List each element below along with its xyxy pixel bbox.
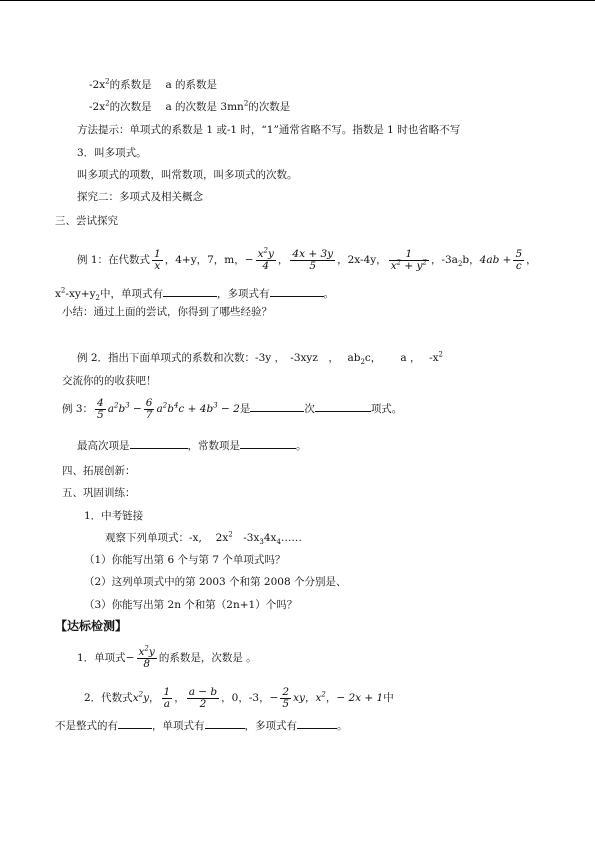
fraction (152, 249, 163, 272)
fraction (290, 249, 335, 272)
section-three-heading: 三、尝试探究 (55, 215, 118, 227)
numerator: 1 (154, 247, 161, 260)
explore-two-heading: 探究二：多项式及相关概念 (77, 191, 203, 203)
text: ，4+y，7，m， (164, 254, 245, 266)
summary-line: 小结：通过上面的尝试，你得到了哪些经验？ (62, 306, 272, 318)
sub: 2 (95, 294, 100, 303)
numerator: 5 (515, 247, 523, 260)
numerator: a − b (188, 685, 218, 698)
text: 的次数是 a 的次数是 3mn (109, 101, 244, 113)
sub: 4 (276, 538, 281, 547)
var: x (257, 247, 264, 260)
example-three-followup (77, 438, 307, 453)
fraction (187, 687, 219, 710)
fraction (144, 398, 155, 421)
var: x (132, 692, 139, 704)
non-integral-blank[interactable] (118, 718, 152, 729)
monomial-blank[interactable] (163, 286, 217, 297)
exp: 3 (213, 401, 218, 410)
exp: 3 (125, 401, 130, 410)
exp: 2 (113, 401, 119, 410)
exp: 2 (243, 99, 249, 108)
assessment-heading: 【达标检测】 (55, 619, 128, 633)
exam-link-heading: 1．中考链接 (84, 510, 144, 522)
fraction (95, 398, 106, 421)
fraction (137, 644, 157, 670)
expression (315, 692, 325, 704)
text: 例 2．指出下面单项式的系数和次数：-3y ， -3xyz ， ab (77, 352, 361, 364)
question-one: （1）你能写出第 6 个与第 7 个单项式吗？ (84, 554, 286, 566)
fraction (162, 687, 173, 710)
exp: 2 (105, 99, 110, 108)
test-question-one (77, 643, 257, 673)
exp: 2 (138, 690, 144, 699)
comma: ， (304, 692, 316, 704)
exp: 2 (321, 690, 326, 699)
numerator: 6 (145, 396, 153, 409)
text: b， (462, 254, 480, 266)
polynomial-blank[interactable] (270, 286, 324, 297)
expression: 4ab + (479, 254, 512, 266)
exp: 2 (162, 401, 168, 410)
highest-term-blank[interactable] (130, 438, 188, 449)
comma: ， (325, 692, 337, 704)
minus-sign: − (269, 692, 279, 704)
comma: ， (526, 254, 537, 266)
sub: 2 (457, 260, 463, 269)
numerator (137, 644, 157, 659)
text: 4x (263, 532, 277, 544)
term: -2x (89, 79, 106, 91)
denominator: c (515, 259, 522, 272)
numerator: 2 (282, 685, 290, 698)
denominator: 8 (143, 657, 150, 670)
exp: 2 (144, 644, 149, 652)
text: c， a ， -x (364, 352, 439, 364)
var: x (55, 288, 61, 300)
degree-blank[interactable] (250, 401, 304, 412)
example-one-question (55, 286, 334, 301)
var: x (315, 692, 322, 704)
denominator: 2 (199, 697, 207, 710)
text: ，0，-3， (221, 692, 270, 704)
denominator: 5 (97, 408, 104, 421)
numerator: 4x + 3y (292, 247, 334, 260)
numerator: 4 (97, 396, 104, 409)
sub: 3 (259, 538, 264, 547)
text: 不是整式的有 (55, 720, 118, 732)
expression (108, 403, 142, 415)
var: y (267, 247, 274, 260)
test-question-two-answers (55, 718, 348, 733)
numerator: 1 (163, 685, 171, 698)
expression: − 2x + 1 (336, 692, 384, 704)
numerator: 1 (389, 249, 429, 261)
term: -2x (89, 101, 106, 113)
operator: − (129, 403, 142, 415)
fraction (513, 249, 524, 272)
example-label: 例 1：在代数式 (77, 254, 151, 266)
var: y (143, 692, 150, 704)
operator: − 2 (217, 403, 240, 415)
fraction (256, 246, 276, 272)
denominator (389, 258, 429, 272)
observe-line (105, 531, 302, 545)
text: 项式。 (370, 403, 403, 415)
polynomial-definition: 3．叫多项式。 (77, 147, 147, 159)
text: ，2x-4y， (337, 254, 387, 266)
test-question-two (84, 683, 394, 713)
text: 。 (296, 440, 307, 452)
example-two (77, 351, 443, 365)
text: ，-3a (430, 254, 458, 266)
text: …… (280, 532, 302, 544)
text: 观察下列单项式：-x, 2x (105, 532, 229, 544)
question-two: （2）这列单项式中的第 2003 个和第 2008 个分别是、 (84, 576, 347, 588)
section-four-heading: 四、拓展创新： (62, 465, 136, 477)
text: 2．代数式 (84, 692, 133, 704)
numerator (256, 246, 276, 261)
text: 1．单项式 (77, 652, 126, 664)
text: 最高次项是 (77, 440, 130, 452)
var: x (138, 645, 145, 658)
text: 次 (304, 403, 315, 415)
polynomial-blank-two[interactable] (297, 718, 337, 729)
question-three: （3）你能写出第 2n 个和第（2n+1）个吗？ (84, 599, 298, 611)
exp: 2 (60, 286, 66, 295)
var: x (390, 259, 397, 272)
expression (133, 692, 149, 704)
text: -xy+y (65, 288, 96, 300)
denominator: x (154, 259, 161, 272)
monomial-blank-two[interactable] (205, 718, 245, 729)
minus-sign: − (125, 652, 135, 664)
exp: 2 (105, 77, 110, 86)
exp: 4 (173, 401, 179, 410)
share-line: 交流你的的收获吧！ (62, 375, 157, 387)
fraction (280, 687, 291, 710)
example-three (62, 394, 402, 424)
text: 的系数是 a 的系数是 (109, 79, 218, 91)
polynomial-terms-line: 叫多项式的项数，叫常数项，叫多项式的次数。 (77, 169, 298, 181)
page-top-border (0, 0, 595, 1)
var: y (148, 645, 155, 658)
exp: 2 (422, 258, 427, 266)
text: 是 (239, 403, 251, 415)
text: ，多项式有 (217, 288, 270, 300)
text: 中 (383, 692, 394, 704)
minus-sign: − (244, 254, 254, 266)
example-one (77, 245, 537, 275)
denominator: 4 (262, 259, 270, 272)
comma: ， (277, 254, 289, 266)
text: ，常数项是 (187, 440, 240, 452)
text: ，多项式有 (244, 720, 297, 732)
sub: 2 (360, 358, 365, 367)
var: b (118, 403, 126, 415)
fraction (389, 249, 429, 272)
comma: ， (149, 692, 160, 704)
degree-line (89, 100, 290, 114)
method-tip: 方法提示：单项式的系数是 1 或-1 时，“1”通常省略不写。指数是 1 时也省略不写 (77, 124, 461, 136)
text: 。 (323, 288, 334, 300)
var: a (107, 403, 114, 415)
expression: xy (293, 692, 305, 704)
exp: 2 (396, 258, 402, 266)
denominator: 7 (145, 408, 153, 421)
text: -3x (232, 532, 260, 544)
example-label: 例 3： (62, 403, 94, 415)
exp: 2 (228, 530, 233, 539)
text: 。 (337, 720, 348, 732)
text: 中，单项式有 (100, 288, 163, 300)
var: + y (401, 259, 423, 272)
section-five-heading: 五、巩固训练： (62, 487, 136, 499)
var: b (167, 403, 174, 415)
var: a (156, 403, 163, 415)
coefficient-line (89, 78, 217, 92)
expression (156, 403, 239, 415)
var: c + 4b (178, 403, 214, 415)
denominator: 5 (282, 697, 290, 710)
exp: 2 (263, 246, 268, 254)
exp: 2 (438, 350, 444, 359)
text: ，单项式有 (152, 720, 205, 732)
term-count-blank[interactable] (315, 401, 371, 412)
constant-term-blank[interactable] (240, 438, 296, 449)
text: 的次数是 (248, 101, 291, 113)
comma: ， (174, 692, 185, 704)
text: 的系数是，次数是 。 (158, 652, 257, 664)
denominator: a (163, 697, 170, 710)
denominator: 5 (309, 259, 317, 272)
